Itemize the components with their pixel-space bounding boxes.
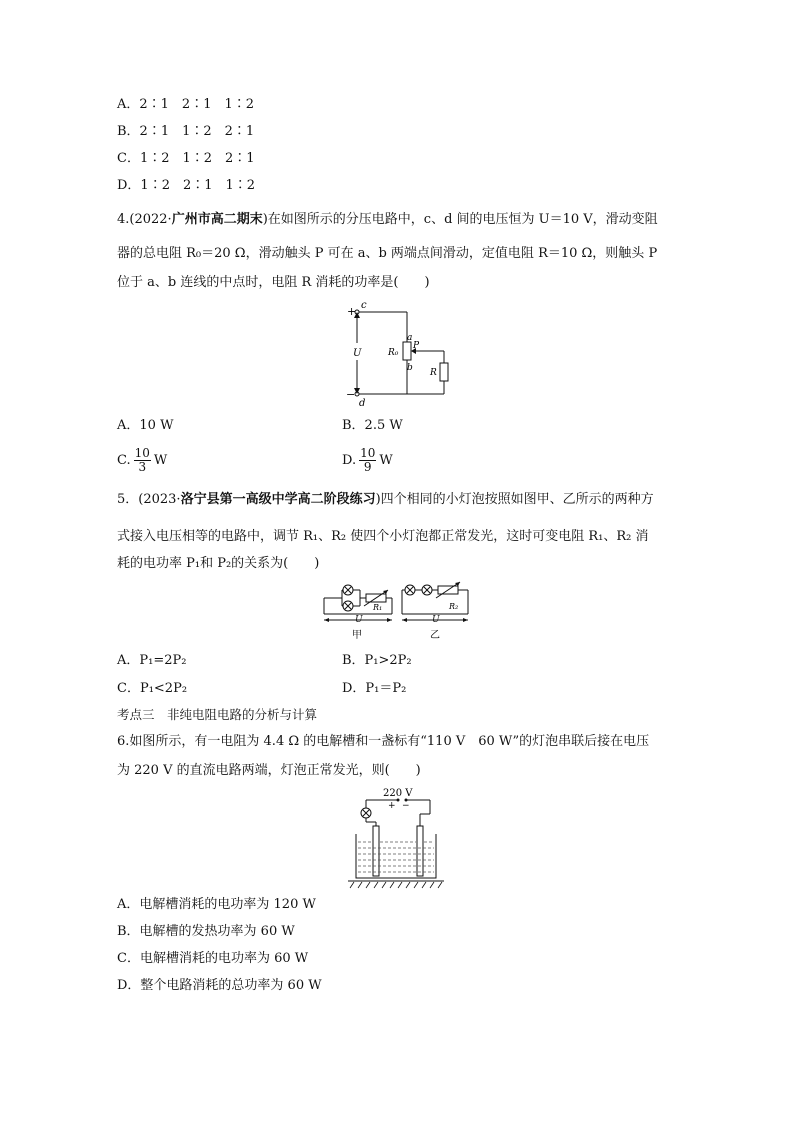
q4-fig-u: U xyxy=(353,348,362,359)
q5-fig-r2: R₂ xyxy=(449,602,459,611)
q3-option-d: D．1∶2 2∶1 1∶2 xyxy=(117,178,256,193)
q4-option-d-denominator: 9 xyxy=(363,460,372,474)
q6-fig-voltage: 220 V xyxy=(383,788,413,799)
q4-option-c-unit: W xyxy=(153,453,168,468)
q4-stem-line2: 器的总电阻 R₀＝20 Ω，滑动触头 P 可在 a、b 两端点间滑动，定值电阻 R＝10 Ω，则触头 P xyxy=(117,246,658,261)
q4-number: 4.(2022· xyxy=(117,212,172,227)
q6-electrolysis-diagram xyxy=(346,786,446,890)
q5-circuit-diagram xyxy=(318,580,478,646)
q4-option-d-unit: W xyxy=(379,453,393,468)
q6-fig-plus: + xyxy=(388,801,396,811)
q4-option-c xyxy=(117,443,167,479)
q5-stem-line2: 式接入电压相等的电路中，调节 R₁、R₂ 使四个小灯泡都正常发光，这时可变电阻 R₁、R₂ 消 xyxy=(117,529,649,544)
q6-stem-line1: 6.如图所示，有一电阻为 4.4 Ω 的电解槽和一盏标有“110 V 60 W”的灯泡串联后接在电压 xyxy=(117,734,650,749)
q4-fig-plus: + xyxy=(347,305,357,318)
q4-option-d-numerator: 10 xyxy=(360,446,376,460)
q4-stem-line3: 位于 a、b 连线的中点时，电阻 R 消耗的功率是( ) xyxy=(117,275,430,290)
q4-fig-b: b xyxy=(407,363,413,373)
q5-fig-r1: R₁ xyxy=(373,603,383,612)
q3-option-a: A．2∶1 2∶1 1∶2 xyxy=(117,97,255,112)
q3-option-b: B．2∶1 1∶2 2∶1 xyxy=(117,124,255,139)
q4-fig-r0: R₀ xyxy=(388,348,399,358)
q5-option-b: B．P₁>2P₂ xyxy=(342,653,412,668)
q4-option-d-label: D. xyxy=(342,453,357,468)
q4-fig-p: P xyxy=(413,341,420,351)
q4-option-b: B．2.5 W xyxy=(342,418,403,433)
q4-source: 广州市高二期末 xyxy=(171,212,263,227)
q5-fig-jia: 甲 xyxy=(352,630,362,641)
q5-number: 5．(2023· xyxy=(117,492,181,507)
q4-fig-a: a xyxy=(407,333,413,343)
q4-option-c-numerator: 10 xyxy=(134,446,150,460)
q3-option-c: C．1∶2 1∶2 2∶1 xyxy=(117,151,255,166)
q4-fig-minus: − xyxy=(346,388,356,401)
q4-line1-text: )在如图所示的分压电路中，c、d 间的电压恒为 U＝10 V，滑动变阻 xyxy=(262,212,658,227)
q4-circuit-diagram xyxy=(340,298,455,410)
q5-option-d: D．P₁＝P₂ xyxy=(342,681,407,696)
q5-fig-u1: U xyxy=(355,615,363,625)
q5-option-a: A．P₁=2P₂ xyxy=(117,653,187,668)
q5-fig-u2: U xyxy=(432,615,440,625)
q5-source: 洛宁县第一高级中学高二阶段练习 xyxy=(180,492,376,507)
q4-option-c-denominator: 3 xyxy=(138,460,147,474)
q5-line1-text: )四个相同的小灯泡按照如图甲、乙所示的两种方 xyxy=(375,492,654,507)
q4-option-c-fraction xyxy=(134,447,151,474)
q4-stem-line1 xyxy=(117,211,658,229)
q4-option-d xyxy=(342,443,393,479)
q6-fig-minus: − xyxy=(402,801,410,811)
q6-option-b: B．电解槽的发热功率为 60 W xyxy=(117,924,295,939)
q5-fig-yi: 乙 xyxy=(430,630,440,641)
q6-option-a: A．电解槽消耗的电功率为 120 W xyxy=(117,897,316,912)
q4-option-d-fraction xyxy=(359,447,376,474)
q4-fig-r: R xyxy=(430,368,437,378)
q6-option-d: D．整个电路消耗的总功率为 60 W xyxy=(117,978,322,993)
section-heading: 考点三 非纯电阻电路的分析与计算 xyxy=(117,707,318,722)
q4-fig-c: c xyxy=(361,300,367,311)
q6-stem-line2: 为 220 V 的直流电路两端，灯泡正常发光，则( ) xyxy=(117,763,421,778)
q4-option-a: A．10 W xyxy=(117,418,174,433)
q6-option-c: C．电解槽消耗的电功率为 60 W xyxy=(117,951,309,966)
q4-option-c-label: C. xyxy=(117,453,131,468)
q5-stem-line1 xyxy=(117,491,654,509)
q5-stem-line3: 耗的电功率 P₁和 P₂的关系为( ) xyxy=(117,556,320,571)
q5-option-c: C．P₁<2P₂ xyxy=(117,681,188,696)
q4-fig-d: d xyxy=(359,398,366,409)
